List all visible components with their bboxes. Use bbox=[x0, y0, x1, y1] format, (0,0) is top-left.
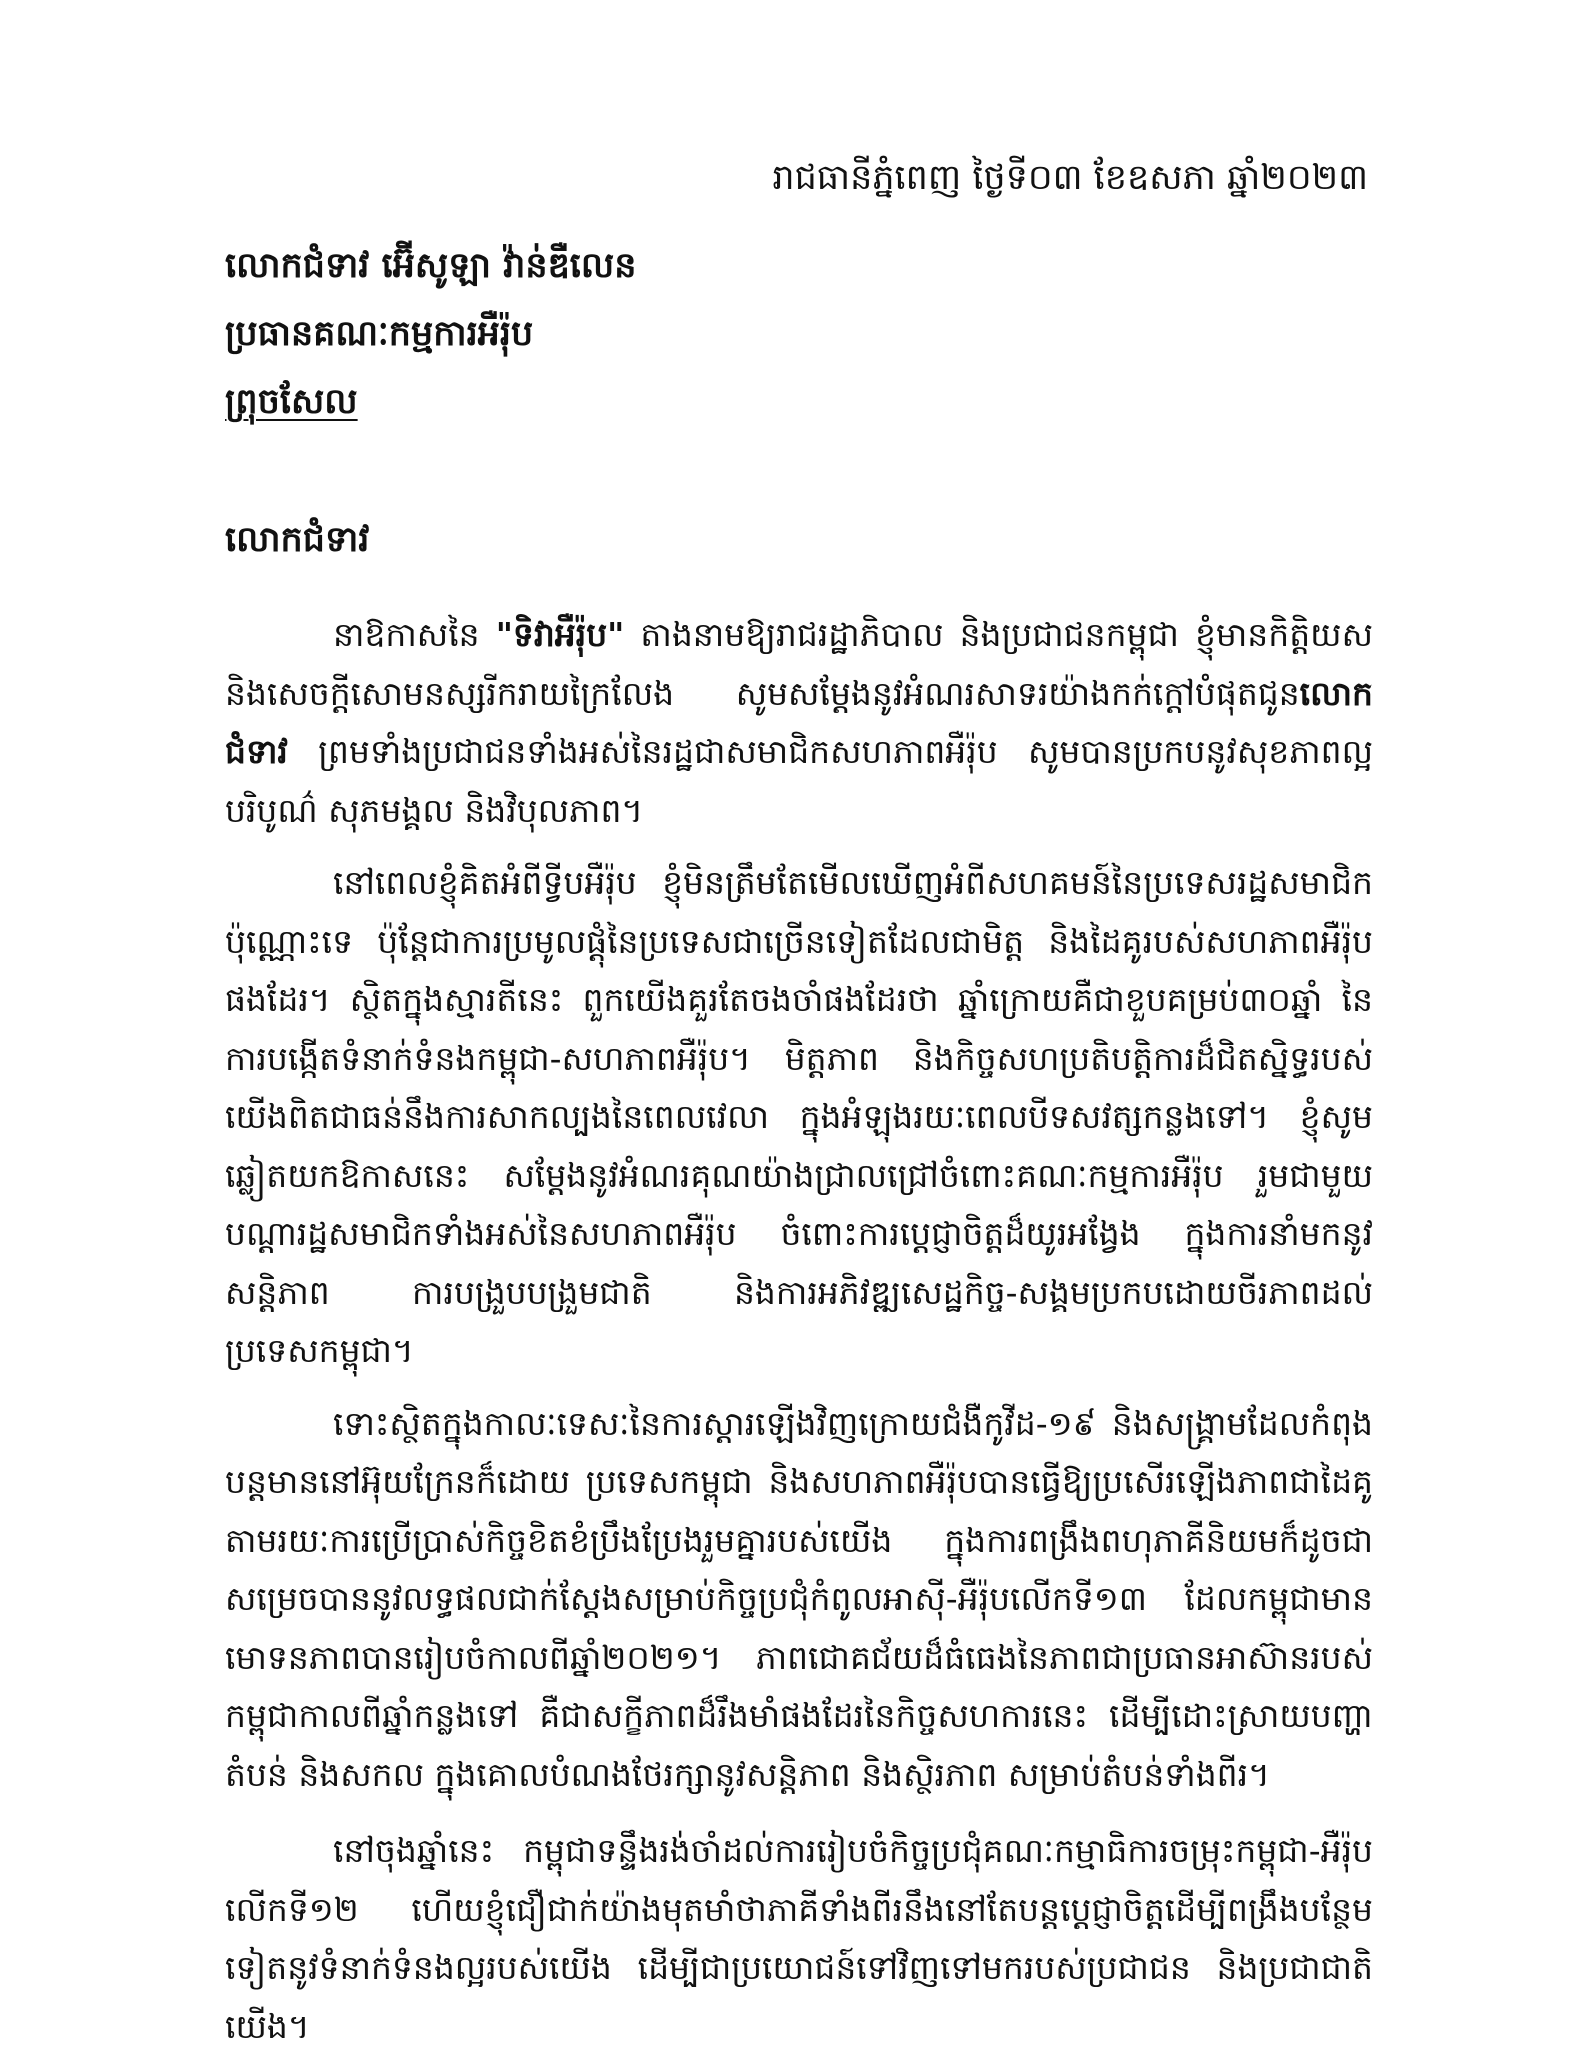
paragraph-1-emphasis-addressee: លោកជំទាវ bbox=[225, 673, 1373, 771]
paragraph-1-part-e: ព្រមទាំងប្រជាជនទាំងអស់នៃរដ្ឋជាសមាជិកសហភាពអឺរ៉ុប សូមបានប្រកបនូវសុខភាពល្អបរិបូណ៌ សុភមង្គល និងវិបុលភាព។ bbox=[225, 732, 1373, 830]
recipient-block bbox=[225, 232, 1325, 436]
paragraph-2: នៅពេលខ្ញុំគិតអំពីទ្វីបអឺរ៉ុប ខ្ញុំមិនត្រឹមតែមើលឃើញអំពីសហគមន៍នៃប្រទេសរដ្ឋសមាជិកប៉ុណ្ណោះទេ ប៉ុន្តែជាការប្រមូលផ្តុំនៃប្រទេសជាច្រើនទៀតដែលជាមិត្ត និងដៃគូរបស់សហភាពអឺរ៉ុបផងដែរ។ ស្ថិតក្នុងស្មារតីនេះ ពួកយើងគួរតែចងចាំផងដែរថា ឆ្នាំក្រោយគឺជាខួបគម្រប់៣០ឆ្នាំ នៃការបង្កើតទំនាក់ទំនងកម្ពុជា-សហភាពអឺរ៉ុប។ មិត្តភាព និងកិច្ចសហប្រតិបត្តិការដ៏ជិតស្និទ្ធរបស់យើងពិតជាធន់នឹងការសាកល្បងនៃពេលវេលា ក្នុងអំឡុងរយៈពេលបីទសវត្សកន្លងទៅ។ ខ្ញុំសូមឆ្លៀតយកឱកាសនេះ សម្តែងនូវអំណរគុណយ៉ាងជ្រាលជ្រៅចំពោះគណៈកម្មការអឺរ៉ុប រួមជាមួយបណ្តារដ្ឋសមាជិកទាំងអស់នៃសហភាពអឺរ៉ុប ចំពោះការប្តេជ្ញាចិត្តដ៏យូរអង្វែង ក្នុងការនាំមកនូវសន្តិភាព ការបង្រួបបង្រួមជាតិ និងការអភិវឌ្ឍសេដ្ឋកិច្ច-សង្គមប្រកបដោយចីរភាពដល់ប្រទេសកម្ពុជា។ bbox=[225, 863, 1373, 1370]
paragraph-3: ទោះស្ថិតក្នុងកាលៈទេសៈនៃការស្តារឡើងវិញក្រោយជំងឺកូវីដ-១៩ និងសង្គ្រាមដែលកំពុងបន្តមាននៅអ៊ុយក្រែនក៏ដោយ ប្រទេសកម្ពុជា និងសហភាពអឺរ៉ុបបានធ្វើឱ្យប្រសើរឡើងភាពជាដៃគូតាមរយៈការប្រើប្រាស់កិច្ចខិតខំប្រឹងប្រែងរួមគ្នារបស់យើង ក្នុងការពង្រឹងពហុភាគីនិយមក៏ដូចជាសម្រេចបាននូវលទ្ធផលជាក់ស្តែងសម្រាប់កិច្ចប្រជុំកំពូលអាស៊ី-អឺរ៉ុបលើកទី១៣ ដែលកម្ពុជាមានមោទនភាពបានរៀបចំកាលពីឆ្នាំ២០២១។ ភាពជោគជ័យដ៏ធំធេងនៃភាពជាប្រធានអាស៊ានរបស់កម្ពុជាកាលពីឆ្នាំកន្លងទៅ គឺជាសក្ខីភាពដ៏រឹងមាំផងដែរនៃកិច្ចសហការនេះ ដើម្បីដោះស្រាយបញ្ហាតំបន់ និងសកល ក្នុងគោលបំណងថែរក្សានូវសន្តិភាព និងស្ថិរភាព សម្រាប់តំបន់ទាំងពីរ។ bbox=[225, 1403, 1373, 1794]
recipient-name: លោកជំទាវ អ៊ើសូឡា វ៉ាន់ឌឺលេន bbox=[225, 246, 637, 286]
paragraph-4: នៅចុងឆ្នាំនេះ កម្ពុជាទន្ទឹងរង់ចាំដល់ការរៀបចំកិច្ចប្រជុំគណៈកម្មាធិការចម្រុះកម្ពុជា-អឺរ៉ុបលើកទី១២ ហើយខ្ញុំជឿជាក់យ៉ាងមុតមាំថាភាគីទាំងពីរនឹងនៅតែបន្តប្តេជ្ញាចិត្តដើម្បីពង្រឹងបន្ថែមទៀតនូវទំនាក់ទំនងល្អរបស់យើង ដើម្បីជាប្រយោជន៍ទៅវិញទៅមករបស់ប្រជាជន និងប្រជាជាតិយើង។ bbox=[225, 1831, 1373, 2046]
paragraph-1-part-c: តាងនាមឱ្យរាជរដ្ឋាភិបាល និងប្រជាជនកម្ពុជា ខ្ញុំមានកិត្តិយស និងសេចក្តីសោមនស្សរីករាយក្រៃលែង សូមសម្តែងនូវអំណរសាទរយ៉ាងកក់ក្តៅបំផុតជូន bbox=[225, 615, 1373, 713]
paragraph-1-part-a: នាឱកាសនៃ bbox=[333, 615, 496, 654]
letter-body bbox=[225, 606, 1373, 2070]
paragraph-1 bbox=[225, 606, 1373, 840]
salutation: លោកជំទាវ bbox=[225, 520, 370, 560]
letter-date: រាជធានីភ្នំពេញ ថ្ងៃទី០៣ ខែឧសភា ឆ្នាំ២០២៣ bbox=[772, 158, 1368, 198]
paragraph-1-emphasis-europe-day: "ទិវាអឺរ៉ុប" bbox=[495, 615, 625, 654]
recipient-title: ប្រធានគណៈកម្មការអឺរ៉ុប bbox=[225, 314, 534, 354]
recipient-place: ព្រុចសែល bbox=[225, 382, 358, 422]
